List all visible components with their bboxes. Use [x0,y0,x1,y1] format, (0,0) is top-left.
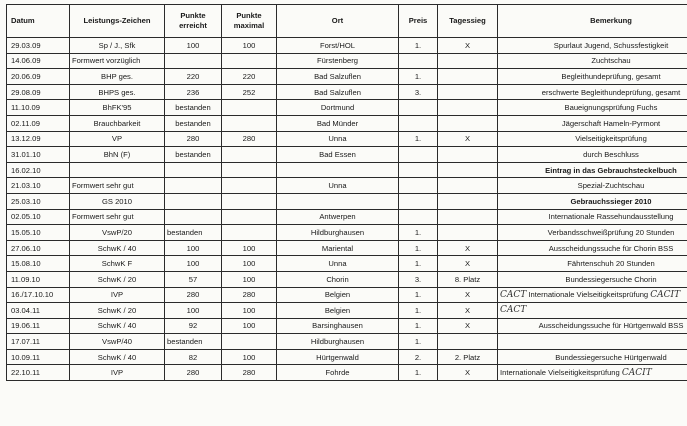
cell-punkte-erreicht: bestanden [165,115,222,131]
cell-punkte-maximal: 252 [222,84,277,100]
cell-datum: 19.06.11 [7,318,70,334]
cell-tagessieg [438,100,498,116]
bemerkung-text: Verbandsschweißprüfung 20 Stunden [547,227,675,237]
header-leistung: Leistungs-Zeichen [70,5,165,38]
cell-leistung: BHP ges. [70,69,165,85]
cell-preis [399,53,438,69]
cell-punkte-erreicht: 236 [165,84,222,100]
cell-ort: Bad Münder [277,115,399,131]
cell-bemerkung [498,349,687,365]
cell-preis: 1. [399,303,438,319]
bemerkung-text: erschwerte Begleithundeprüfung, gesamt [541,87,681,97]
results-table [6,4,687,381]
cell-ort: Chorin [277,271,399,287]
bemerkung-text: Jägerschaft Hameln-Pyrmont [561,118,661,128]
table-row [7,303,687,319]
table-row [7,131,687,147]
cell-ort: Hürtgenwald [277,349,399,365]
cell-preis [399,193,438,209]
cell-datum: 16./17.10.10 [7,287,70,303]
cell-preis [399,115,438,131]
cell-punkte-erreicht [165,162,222,178]
header-punkte-maximal: Punkte maximal [222,5,277,38]
table-row [7,193,687,209]
bemerkung-text: Internationale Vielseitigkeitsprüfung [528,289,649,299]
cell-bemerkung [498,303,687,319]
bemerkung-text: Spurlaut Jugend, Schussfestigkeit [553,40,669,50]
cell-ort: Unna [277,256,399,272]
cell-punkte-maximal [222,334,277,350]
cell-bemerkung [498,287,687,303]
cell-punkte-erreicht: bestanden [165,100,222,116]
cell-tagessieg: X [438,131,498,147]
cell-preis: 1. [399,225,438,241]
cell-ort: Barsinghausen [277,318,399,334]
cell-ort: Belgien [277,303,399,319]
cell-tagessieg: X [438,287,498,303]
bemerkung-text: Zuchtschau [591,56,631,66]
cell-tagessieg [438,69,498,85]
cell-punkte-erreicht: bestanden [165,225,222,241]
table-row [7,256,687,272]
cell-preis: 3. [399,271,438,287]
cell-ort: Bad Essen [277,147,399,163]
cell-punkte-maximal: 280 [222,365,277,381]
table-row [7,365,687,381]
cell-datum: 20.06.09 [7,69,70,85]
cell-preis: 1. [399,131,438,147]
cell-leistung: SchwK / 20 [70,303,165,319]
cell-ort: Unna [277,178,399,194]
cell-ort [277,193,399,209]
table-body [7,38,687,381]
cell-tagessieg [438,209,498,225]
cell-tagessieg [438,147,498,163]
cell-leistung: IVP [70,365,165,381]
cell-datum: 27.06.10 [7,240,70,256]
handwritten-note: CACIT [621,367,652,378]
cell-bemerkung [498,209,687,225]
cell-leistung: BHPS ges. [70,84,165,100]
cell-preis [399,147,438,163]
cell-datum: 21.03.10 [7,178,70,194]
cell-ort: Belgien [277,287,399,303]
cell-leistung: GS 2010 [70,193,165,209]
cell-punkte-erreicht: 220 [165,69,222,85]
cell-datum: 03.04.11 [7,303,70,319]
handwritten-note: CACT [500,305,527,316]
cell-tagessieg: X [438,318,498,334]
cell-punkte-maximal [222,225,277,241]
cell-tagessieg: X [438,365,498,381]
cell-tagessieg [438,193,498,209]
bemerkung-text: Ausscheidungssuche für Chorin BSS [548,243,674,253]
cell-datum: 10.09.11 [7,349,70,365]
cell-tagessieg: X [438,38,498,54]
cell-punkte-maximal: 100 [222,256,277,272]
cell-leistung: VswP/20 [70,225,165,241]
cell-leistung: Formwert sehr gut [70,209,165,225]
header-ort: Ort [277,5,399,38]
table-row [7,84,687,100]
cell-bemerkung [498,271,687,287]
cell-tagessieg [438,53,498,69]
cell-punkte-erreicht [165,193,222,209]
cell-preis: 1. [399,365,438,381]
cell-bemerkung [498,365,687,381]
cell-bemerkung [498,69,687,85]
bemerkung-text: Gebrauchssieger 2010 [570,196,652,206]
cell-bemerkung [498,38,687,54]
cell-leistung: Formwert vorzüglich [70,53,165,69]
cell-bemerkung [498,334,687,350]
cell-punkte-maximal [222,178,277,194]
table-row [7,147,687,163]
cell-tagessieg [438,162,498,178]
cell-leistung: Formwert sehr gut [70,178,165,194]
cell-punkte-maximal: 100 [222,240,277,256]
cell-preis: 1. [399,318,438,334]
cell-tagessieg: X [438,240,498,256]
cell-preis: 3. [399,84,438,100]
cell-leistung: VswP/40 [70,334,165,350]
cell-preis [399,162,438,178]
cell-bemerkung [498,84,687,100]
cell-ort: Unna [277,131,399,147]
bemerkung-text: Begleithundeprüfung, gesamt [561,71,661,81]
cell-punkte-maximal [222,100,277,116]
cell-datum: 02.05.10 [7,209,70,225]
cell-datum: 17.07.11 [7,334,70,350]
cell-punkte-erreicht: 100 [165,303,222,319]
cell-punkte-maximal [222,193,277,209]
cell-preis: 1. [399,240,438,256]
cell-punkte-erreicht [165,209,222,225]
bemerkung-text: durch Beschluss [583,149,639,159]
cell-preis: 1. [399,38,438,54]
table-row [7,53,687,69]
cell-datum: 13.12.09 [7,131,70,147]
table-row [7,318,687,334]
cell-tagessieg [438,115,498,131]
cell-punkte-erreicht: 100 [165,256,222,272]
cell-leistung: SchwK / 40 [70,318,165,334]
cell-ort: Hildburghausen [277,225,399,241]
cell-leistung: BhN (F) [70,147,165,163]
cell-punkte-maximal [222,115,277,131]
header-row [7,5,687,38]
header-datum: Datum [7,5,70,38]
cell-punkte-erreicht: 280 [165,131,222,147]
cell-datum: 31.01.10 [7,147,70,163]
cell-bemerkung [498,162,687,178]
cell-leistung: IVP [70,287,165,303]
cell-bemerkung [498,115,687,131]
cell-punkte-maximal: 100 [222,38,277,54]
cell-bemerkung [498,225,687,241]
cell-datum: 02.11.09 [7,115,70,131]
bemerkung-text: Spezial-Zuchtschau [577,181,645,191]
table-row [7,69,687,85]
bemerkung-text: Baueignungsprüfung Fuchs [564,103,658,113]
cell-punkte-maximal [222,162,277,178]
bemerkung-text: Internationale Rassehundausstellung [548,212,674,222]
cell-datum: 15.08.10 [7,256,70,272]
cell-punkte-maximal: 100 [222,318,277,334]
cell-preis [399,100,438,116]
cell-leistung [70,162,165,178]
cell-preis [399,178,438,194]
table-row [7,100,687,116]
cell-punkte-erreicht: 100 [165,38,222,54]
cell-leistung: Brauchbarkeit [70,115,165,131]
header-bemerkung: Bemerkung [498,5,687,38]
cell-preis [399,209,438,225]
cell-punkte-erreicht [165,53,222,69]
cell-ort: Forst/HOL [277,38,399,54]
cell-punkte-maximal: 100 [222,271,277,287]
header-tagessieg: Tagessieg [438,5,498,38]
cell-punkte-erreicht [165,178,222,194]
cell-datum: 25.03.10 [7,193,70,209]
bemerkung-text: Fährtenschuh 20 Stunden [567,259,655,269]
table-row [7,240,687,256]
cell-tagessieg [438,84,498,100]
cell-punkte-erreicht: 82 [165,349,222,365]
cell-ort: Fohrde [277,365,399,381]
cell-bemerkung [498,240,687,256]
cell-datum: 29.08.09 [7,84,70,100]
cell-leistung: SchwK / 40 [70,349,165,365]
table-row [7,178,687,194]
cell-tagessieg: X [438,303,498,319]
cell-bemerkung [498,256,687,272]
header-preis: Preis [399,5,438,38]
handwritten-note: CACIT [650,289,681,300]
cell-punkte-erreicht: 100 [165,240,222,256]
cell-datum: 29.03.09 [7,38,70,54]
cell-punkte-maximal: 280 [222,287,277,303]
cell-bemerkung [498,147,687,163]
bemerkung-text: Eintrag in das Gebrauchsteckelbuch [545,165,677,175]
cell-leistung: SchwK / 20 [70,271,165,287]
cell-punkte-maximal [222,53,277,69]
cell-ort: Fürstenberg [277,53,399,69]
bemerkung-text: Internationale Vielseitigkeitsprüfung [500,367,620,377]
cell-tagessieg [438,178,498,194]
handwritten-note: CACT [500,289,527,300]
bemerkung-text: Bundessiegersuche Hürtgenwald [555,352,667,362]
cell-datum: 11.10.09 [7,100,70,116]
cell-bemerkung [498,318,687,334]
cell-tagessieg [438,225,498,241]
table-row [7,287,687,303]
bemerkung-text: Ausscheidungssuche für Hürtgenwald BSS [538,321,684,331]
cell-leistung: VP [70,131,165,147]
cell-leistung: BhFK'95 [70,100,165,116]
cell-punkte-erreicht: bestanden [165,147,222,163]
cell-preis: 1. [399,334,438,350]
cell-bemerkung [498,178,687,194]
cell-datum: 14.06.09 [7,53,70,69]
cell-datum: 22.10.11 [7,365,70,381]
table-row [7,349,687,365]
cell-punkte-erreicht: 280 [165,287,222,303]
table-row [7,334,687,350]
cell-tagessieg: X [438,256,498,272]
cell-bemerkung [498,53,687,69]
bemerkung-text: Bundessiegersuche Chorin [565,274,657,284]
cell-punkte-maximal [222,147,277,163]
cell-tagessieg: 2. Platz [438,349,498,365]
table-row [7,115,687,131]
cell-ort: Dortmund [277,100,399,116]
table-row [7,271,687,287]
table-row [7,162,687,178]
cell-preis: 1. [399,287,438,303]
cell-ort: Bad Salzuflen [277,84,399,100]
cell-punkte-maximal: 100 [222,349,277,365]
cell-ort: Mariental [277,240,399,256]
cell-punkte-maximal: 280 [222,131,277,147]
cell-tagessieg: 8. Platz [438,271,498,287]
cell-datum: 15.05.10 [7,225,70,241]
cell-bemerkung [498,131,687,147]
cell-preis: 1. [399,69,438,85]
cell-datum: 11.09.10 [7,271,70,287]
cell-punkte-maximal: 100 [222,303,277,319]
cell-leistung: SchwK F [70,256,165,272]
cell-preis: 2. [399,349,438,365]
cell-datum: 16.02.10 [7,162,70,178]
header-punkte-erreicht: Punkte erreicht [165,5,222,38]
cell-punkte-maximal: 220 [222,69,277,85]
cell-ort: Bad Salzuflen [277,69,399,85]
table-row [7,38,687,54]
cell-ort: Hildburghausen [277,334,399,350]
cell-punkte-erreicht: 57 [165,271,222,287]
cell-punkte-maximal [222,209,277,225]
cell-ort [277,162,399,178]
cell-bemerkung [498,100,687,116]
cell-ort: Antwerpen [277,209,399,225]
cell-punkte-erreicht: 92 [165,318,222,334]
cell-bemerkung [498,193,687,209]
cell-preis: 1. [399,256,438,272]
cell-leistung: SchwK / 40 [70,240,165,256]
cell-punkte-erreicht: bestanden [165,334,222,350]
cell-tagessieg [438,334,498,350]
cell-leistung: Sp / J., Sfk [70,38,165,54]
cell-punkte-erreicht: 280 [165,365,222,381]
bemerkung-text: Vielseitigkeitsprüfung [575,134,647,144]
table-row [7,209,687,225]
table-row [7,225,687,241]
